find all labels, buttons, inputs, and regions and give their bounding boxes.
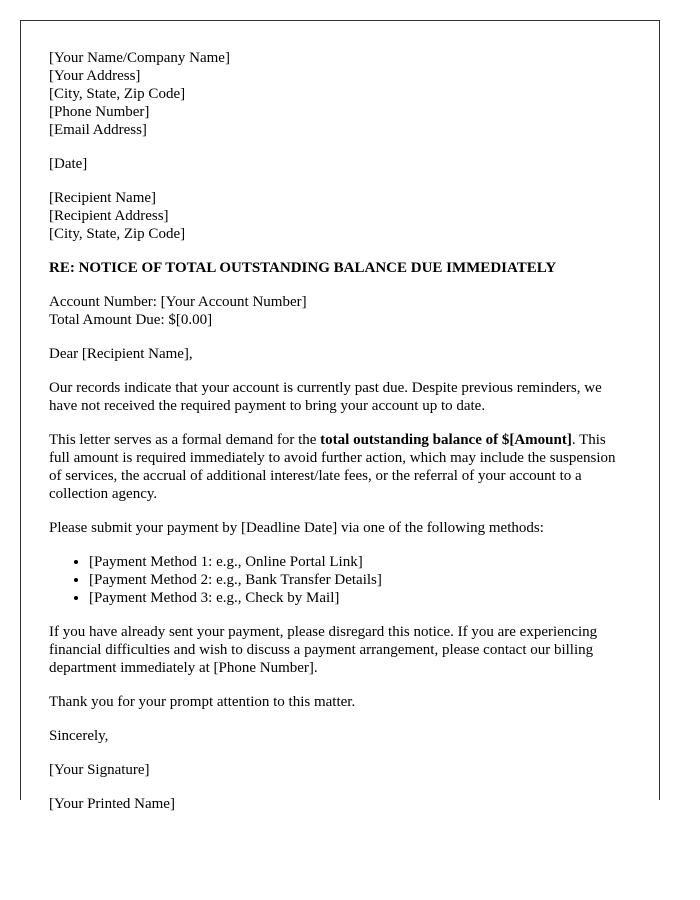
paragraph-payment-instructions: Please submit your payment by [Deadline Date] via one of the following methods: [49, 520, 544, 536]
paragraph-demand [49, 431, 629, 503]
letter-date: [Date] [49, 156, 88, 172]
signature: [Your Signature] [49, 762, 150, 778]
sender-address: [Your Address] [49, 68, 141, 84]
paragraph-demand-before: This letter serves as a formal demand for the [49, 432, 321, 448]
recipient-name: [Recipient Name] [49, 190, 157, 206]
paragraph-demand-after: . This full amount is required immediately to avoid further action, which may include the suspension of services, the accrual of additional interest/late fees, or the referral of your account to a collection agency. [49, 432, 616, 502]
total-amount-due: Total Amount Due: $[0.00] [49, 312, 213, 328]
account-details [49, 293, 629, 329]
paragraph-thanks: Thank you for your prompt attention to this matter. [49, 694, 356, 710]
payment-method-item: • [Payment Method 1: e.g., Online Portal Link] [89, 553, 629, 571]
recipient-city-state-zip: [City, State, Zip Code] [49, 226, 186, 242]
printed-name: [Your Printed Name] [49, 796, 175, 812]
sender-phone: [Phone Number] [49, 104, 150, 120]
salutation: Dear [Recipient Name], [49, 346, 193, 362]
sender-email: [Email Address] [49, 122, 147, 138]
sender-name: [Your Name/Company Name] [49, 50, 230, 66]
payment-method-item: • [Payment Method 3: e.g., Check by Mail] [89, 589, 629, 607]
paragraph-disregard: If you have already sent your payment, please disregard this notice. If you are experiencing financial difficulties and wish to discuss a payment arrangement, please contact our billing department immediately at [Phone Number]. [49, 624, 598, 676]
account-number: Account Number: [Your Account Number] [49, 294, 307, 310]
letter-page [20, 20, 660, 812]
letter-content [49, 49, 629, 829]
subject-line: RE: NOTICE OF TOTAL OUTSTANDING BALANCE DUE IMMEDIATELY [49, 260, 557, 276]
recipient-block [49, 189, 629, 243]
sender-city-state-zip: [City, State, Zip Code] [49, 86, 186, 102]
recipient-address: [Recipient Address] [49, 208, 169, 224]
payment-methods-list [49, 553, 629, 607]
sender-block [49, 49, 629, 139]
paragraph-demand-bold: total outstanding balance of $[Amount] [320, 432, 572, 448]
paragraph-past-due: Our records indicate that your account is currently past due. Despite previous reminders, we have not received the required payment to bring your account up to date. [49, 380, 602, 414]
payment-method-item: • [Payment Method 2: e.g., Bank Transfer Details] [89, 571, 629, 589]
closing: Sincerely, [49, 728, 109, 744]
